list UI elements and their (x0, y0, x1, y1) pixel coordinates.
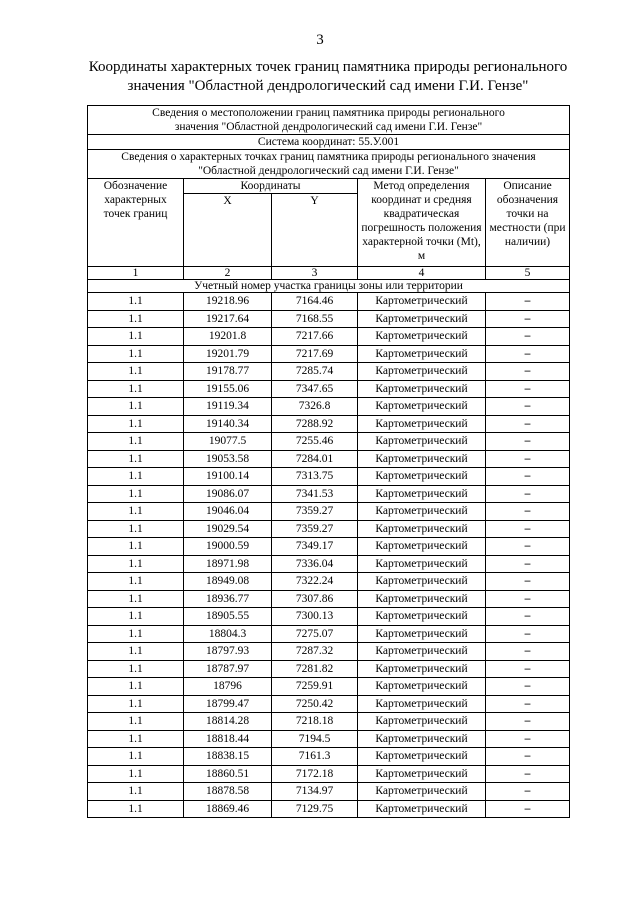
x-coordinate-cell: 18814.28 (184, 713, 272, 731)
y-coordinate-cell: 7322.24 (272, 573, 358, 591)
y-coordinate-cell: 7161.3 (272, 748, 358, 766)
table-row (88, 660, 570, 678)
y-coordinate-cell: 7194.5 (272, 730, 358, 748)
x-coordinate-cell: 18905.55 (184, 608, 272, 626)
table-row (88, 433, 570, 451)
method-cell: Картометрический (358, 433, 486, 451)
point-cell: 1.1 (88, 765, 184, 783)
document-title (60, 58, 596, 96)
table-row (88, 695, 570, 713)
description-cell: – (486, 520, 570, 538)
y-coordinate-cell: 7134.97 (272, 783, 358, 801)
point-cell: 1.1 (88, 363, 184, 381)
table-row (88, 608, 570, 626)
y-coordinate-cell: 7284.01 (272, 450, 358, 468)
x-coordinate-cell: 19218.96 (184, 293, 272, 311)
header-designation: Обозначение характерных точек границ (88, 179, 184, 267)
x-coordinate-cell: 18799.47 (184, 695, 272, 713)
table-row (88, 345, 570, 363)
coordinates-table (87, 105, 570, 818)
x-coordinate-cell: 19201.79 (184, 345, 272, 363)
location-info-cell (88, 106, 570, 135)
table-row (88, 538, 570, 556)
method-cell: Картометрический (358, 643, 486, 661)
coord-system-cell: Система координат: 55.У.001 (88, 135, 570, 150)
description-cell: – (486, 660, 570, 678)
x-coordinate-cell: 19119.34 (184, 398, 272, 416)
table-row (88, 468, 570, 486)
description-cell: – (486, 590, 570, 608)
point-cell: 1.1 (88, 555, 184, 573)
method-cell: Картометрический (358, 695, 486, 713)
column-number: 2 (184, 267, 272, 280)
point-cell: 1.1 (88, 695, 184, 713)
section-label: Учетный номер участка границы зоны или территории (88, 280, 570, 293)
description-cell: – (486, 538, 570, 556)
header-x: X (184, 194, 272, 267)
point-cell: 1.1 (88, 503, 184, 521)
point-cell: 1.1 (88, 415, 184, 433)
y-coordinate-cell: 7336.04 (272, 555, 358, 573)
description-cell: – (486, 713, 570, 731)
description-cell: – (486, 678, 570, 696)
y-coordinate-cell: 7349.17 (272, 538, 358, 556)
method-cell: Картометрический (358, 520, 486, 538)
x-coordinate-cell: 19217.64 (184, 310, 272, 328)
table-row (88, 643, 570, 661)
method-cell: Картометрический (358, 660, 486, 678)
point-cell: 1.1 (88, 328, 184, 346)
table-row (88, 380, 570, 398)
point-cell: 1.1 (88, 520, 184, 538)
title-line: Координаты характерных точек границ памятника природы регионального (88, 59, 568, 75)
location-info-line: Сведения о местоположении границ памятника природы регионального (152, 107, 505, 119)
description-cell: – (486, 503, 570, 521)
y-coordinate-cell: 7259.91 (272, 678, 358, 696)
point-cell: 1.1 (88, 345, 184, 363)
y-coordinate-cell: 7217.66 (272, 328, 358, 346)
point-cell: 1.1 (88, 678, 184, 696)
x-coordinate-cell: 19201.8 (184, 328, 272, 346)
description-cell: – (486, 415, 570, 433)
point-cell: 1.1 (88, 730, 184, 748)
point-cell: 1.1 (88, 450, 184, 468)
table-row (88, 748, 570, 766)
point-cell: 1.1 (88, 485, 184, 503)
method-cell: Картометрический (358, 625, 486, 643)
table-row (88, 310, 570, 328)
x-coordinate-cell: 18869.46 (184, 800, 272, 818)
table-row (88, 765, 570, 783)
y-coordinate-cell: 7172.18 (272, 765, 358, 783)
point-cell: 1.1 (88, 625, 184, 643)
method-cell: Картометрический (358, 730, 486, 748)
x-coordinate-cell: 18818.44 (184, 730, 272, 748)
method-cell: Картометрический (358, 590, 486, 608)
y-coordinate-cell: 7341.53 (272, 485, 358, 503)
x-coordinate-cell: 19077.5 (184, 433, 272, 451)
y-coordinate-cell: 7359.27 (272, 520, 358, 538)
description-cell: – (486, 730, 570, 748)
point-cell: 1.1 (88, 748, 184, 766)
method-cell: Картометрический (358, 415, 486, 433)
point-cell: 1.1 (88, 468, 184, 486)
point-cell: 1.1 (88, 380, 184, 398)
header-coordinates: Координаты (184, 179, 358, 194)
title-line: значения "Областной дендрологический сад имени Г.И. Гензе" (127, 78, 529, 94)
x-coordinate-cell: 18804.3 (184, 625, 272, 643)
method-cell: Картометрический (358, 310, 486, 328)
x-coordinate-cell: 19029.54 (184, 520, 272, 538)
point-cell: 1.1 (88, 643, 184, 661)
y-coordinate-cell: 7288.92 (272, 415, 358, 433)
points-info-line: "Областной дендрологический сад имени Г.И. Гензе" (198, 165, 459, 177)
table-row (88, 573, 570, 591)
description-cell: – (486, 695, 570, 713)
point-cell: 1.1 (88, 713, 184, 731)
table-row (88, 398, 570, 416)
y-coordinate-cell: 7326.8 (272, 398, 358, 416)
description-cell: – (486, 380, 570, 398)
table-row (88, 713, 570, 731)
method-cell: Картометрический (358, 450, 486, 468)
point-cell: 1.1 (88, 573, 184, 591)
table-row (88, 783, 570, 801)
description-cell: – (486, 748, 570, 766)
method-cell: Картометрический (358, 293, 486, 311)
description-cell: – (486, 555, 570, 573)
description-cell: – (486, 363, 570, 381)
table-row (88, 293, 570, 311)
column-number: 4 (358, 267, 486, 280)
column-number: 3 (272, 267, 358, 280)
point-cell: 1.1 (88, 538, 184, 556)
description-cell: – (486, 310, 570, 328)
x-coordinate-cell: 18971.98 (184, 555, 272, 573)
method-cell: Картометрический (358, 345, 486, 363)
header-y: Y (272, 194, 358, 267)
description-cell: – (486, 468, 570, 486)
table-row (88, 485, 570, 503)
description-cell: – (486, 573, 570, 591)
page-number: 3 (316, 32, 324, 48)
x-coordinate-cell: 19046.04 (184, 503, 272, 521)
description-cell: – (486, 485, 570, 503)
x-coordinate-cell: 19086.07 (184, 485, 272, 503)
header-description: Описание обозначения точки на местности (при наличии) (486, 179, 570, 267)
method-cell: Картометрический (358, 765, 486, 783)
description-cell: – (486, 433, 570, 451)
table-row (88, 730, 570, 748)
y-coordinate-cell: 7281.82 (272, 660, 358, 678)
table-row (88, 450, 570, 468)
y-coordinate-cell: 7307.86 (272, 590, 358, 608)
description-cell: – (486, 783, 570, 801)
table-row (88, 503, 570, 521)
x-coordinate-cell: 19155.06 (184, 380, 272, 398)
x-coordinate-cell: 18860.51 (184, 765, 272, 783)
method-cell: Картометрический (358, 485, 486, 503)
y-coordinate-cell: 7359.27 (272, 503, 358, 521)
x-coordinate-cell: 18797.93 (184, 643, 272, 661)
method-cell: Картометрический (358, 555, 486, 573)
method-cell: Картометрический (358, 678, 486, 696)
method-cell: Картометрический (358, 573, 486, 591)
x-coordinate-cell: 18949.08 (184, 573, 272, 591)
point-cell: 1.1 (88, 800, 184, 818)
point-cell: 1.1 (88, 433, 184, 451)
description-cell: – (486, 643, 570, 661)
points-info-line: Сведения о характерных точках границ памятника природы регионального значения (121, 151, 536, 163)
x-coordinate-cell: 18936.77 (184, 590, 272, 608)
method-cell: Картометрический (358, 380, 486, 398)
x-coordinate-cell: 19140.34 (184, 415, 272, 433)
header-method: Метод определения координат и средняя квадратическая погрешность положения характерной точки (Mt), м (358, 179, 486, 267)
y-coordinate-cell: 7285.74 (272, 363, 358, 381)
y-coordinate-cell: 7287.32 (272, 643, 358, 661)
description-cell: – (486, 398, 570, 416)
y-coordinate-cell: 7347.65 (272, 380, 358, 398)
description-cell: – (486, 800, 570, 818)
location-info-line: значения "Областной дендрологический сад имени Г.И. Гензе" (174, 121, 483, 133)
method-cell: Картометрический (358, 503, 486, 521)
table-row (88, 415, 570, 433)
method-cell: Картометрический (358, 713, 486, 731)
column-number: 1 (88, 267, 184, 280)
method-cell: Картометрический (358, 363, 486, 381)
method-cell: Картометрический (358, 538, 486, 556)
point-cell: 1.1 (88, 398, 184, 416)
x-coordinate-cell: 19000.59 (184, 538, 272, 556)
point-cell: 1.1 (88, 660, 184, 678)
column-number: 5 (486, 267, 570, 280)
x-coordinate-cell: 19053.58 (184, 450, 272, 468)
method-cell: Картометрический (358, 328, 486, 346)
table-row (88, 678, 570, 696)
y-coordinate-cell: 7275.07 (272, 625, 358, 643)
table-row (88, 328, 570, 346)
table-row (88, 363, 570, 381)
point-cell: 1.1 (88, 310, 184, 328)
y-coordinate-cell: 7217.69 (272, 345, 358, 363)
description-cell: – (486, 293, 570, 311)
x-coordinate-cell: 18787.97 (184, 660, 272, 678)
table-row (88, 800, 570, 818)
point-cell: 1.1 (88, 783, 184, 801)
table-row (88, 520, 570, 538)
description-cell: – (486, 328, 570, 346)
point-cell: 1.1 (88, 293, 184, 311)
points-info-cell (88, 150, 570, 179)
x-coordinate-cell: 18878.58 (184, 783, 272, 801)
x-coordinate-cell: 19100.14 (184, 468, 272, 486)
method-cell: Картометрический (358, 783, 486, 801)
y-coordinate-cell: 7129.75 (272, 800, 358, 818)
description-cell: – (486, 450, 570, 468)
y-coordinate-cell: 7168.55 (272, 310, 358, 328)
method-cell: Картометрический (358, 468, 486, 486)
method-cell: Картометрический (358, 398, 486, 416)
description-cell: – (486, 345, 570, 363)
description-cell: – (486, 608, 570, 626)
y-coordinate-cell: 7313.75 (272, 468, 358, 486)
x-coordinate-cell: 18838.15 (184, 748, 272, 766)
y-coordinate-cell: 7218.18 (272, 713, 358, 731)
table-row (88, 555, 570, 573)
table-row (88, 625, 570, 643)
description-cell: – (486, 765, 570, 783)
y-coordinate-cell: 7250.42 (272, 695, 358, 713)
x-coordinate-cell: 19178.77 (184, 363, 272, 381)
method-cell: Картометрический (358, 800, 486, 818)
point-cell: 1.1 (88, 608, 184, 626)
y-coordinate-cell: 7300.13 (272, 608, 358, 626)
y-coordinate-cell: 7164.46 (272, 293, 358, 311)
y-coordinate-cell: 7255.46 (272, 433, 358, 451)
method-cell: Картометрический (358, 748, 486, 766)
x-coordinate-cell: 18796 (184, 678, 272, 696)
table-row (88, 590, 570, 608)
description-cell: – (486, 625, 570, 643)
method-cell: Картометрический (358, 608, 486, 626)
point-cell: 1.1 (88, 590, 184, 608)
